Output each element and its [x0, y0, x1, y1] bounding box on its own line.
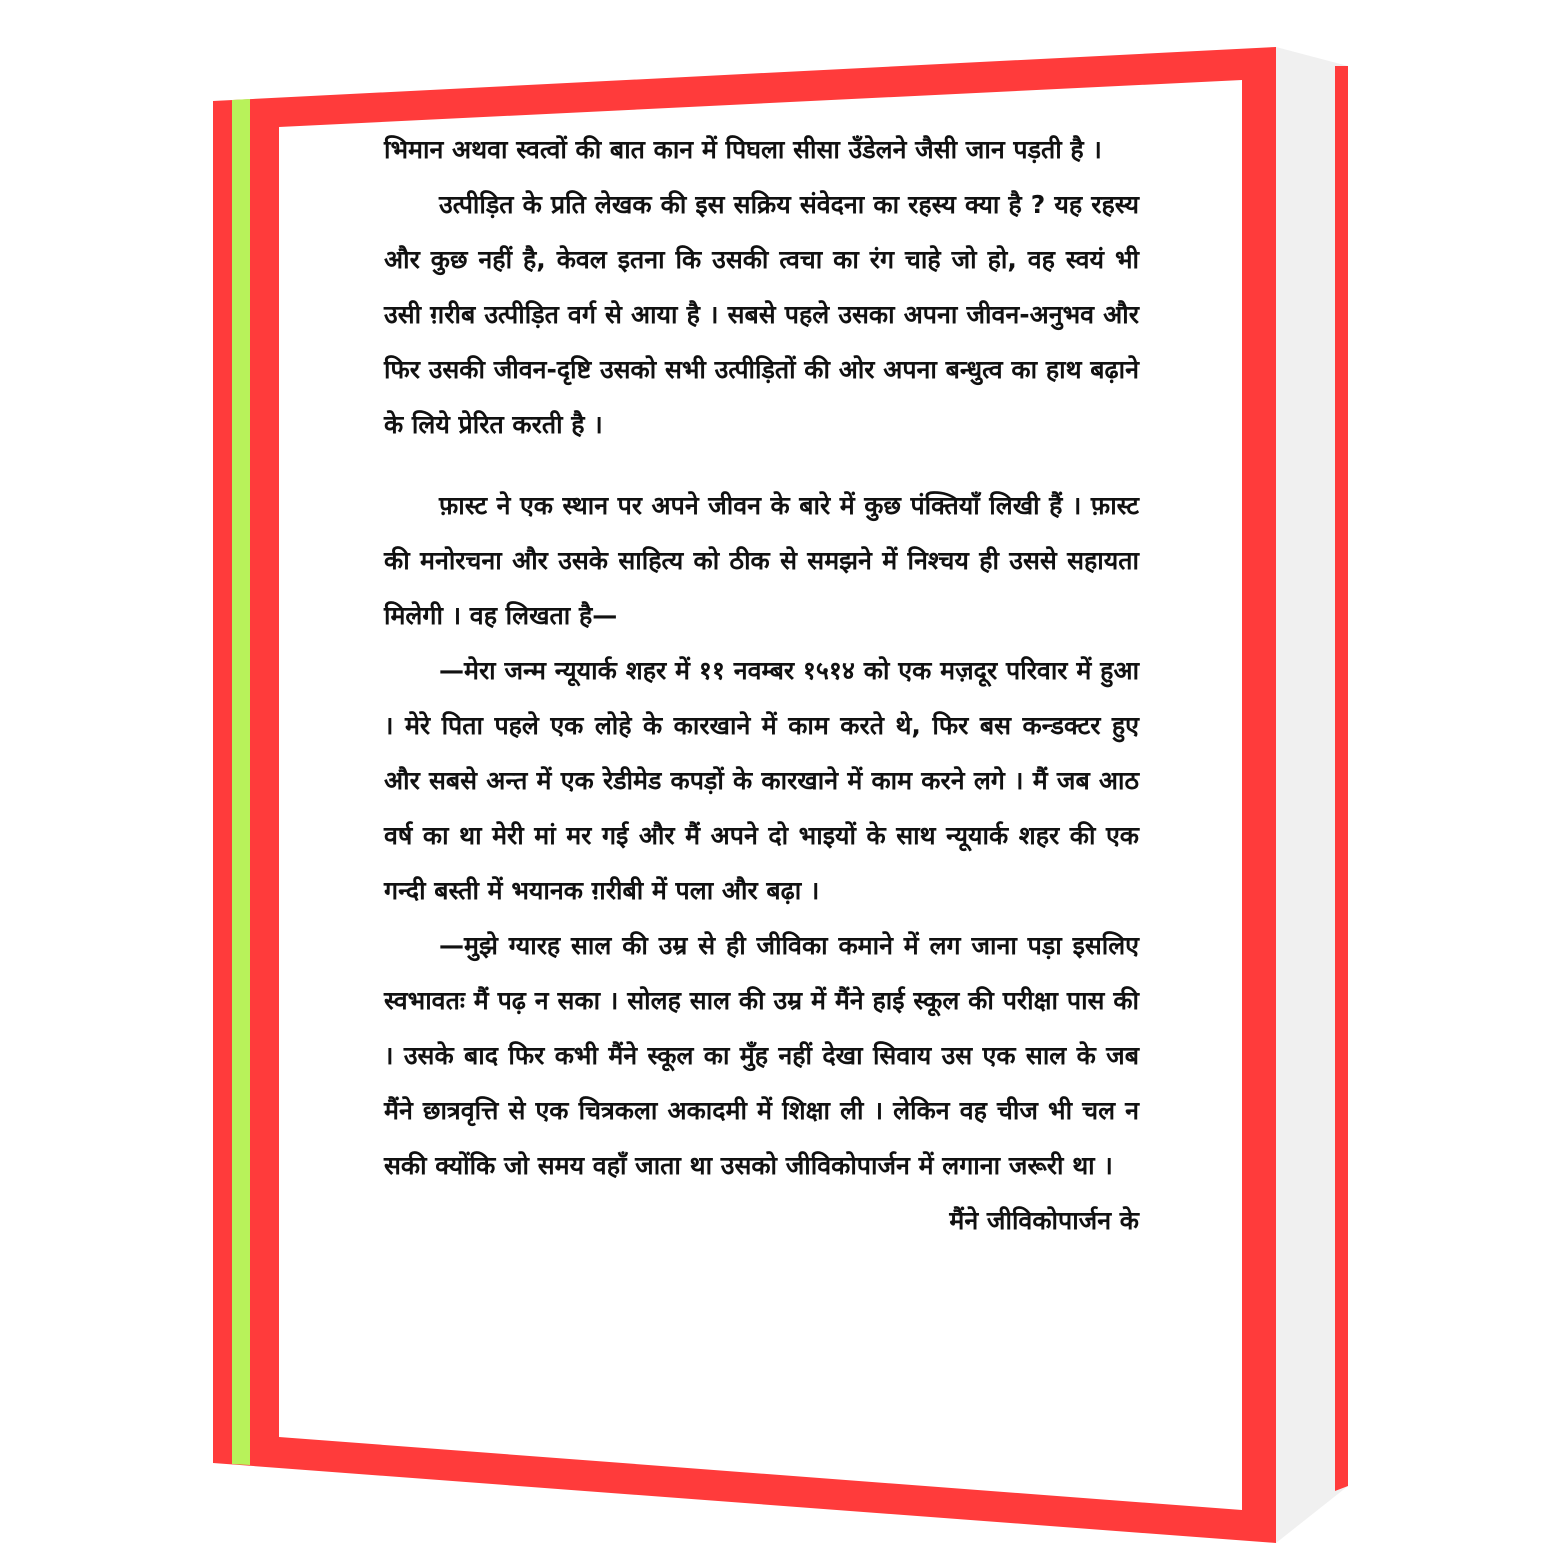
paragraph-2: उत्पीड़ित के प्रति लेखक की इस सक्रिय संवेदना का रहस्य क्या है ? यह रहस्य और कुछ नहीं है, केवल इतना कि उसकी त्वचा का रंग चाहे जो हो, वह स्वयं भी उसी ग़रीब उत्पीड़ित वर्ग से आया है । सबसे पहले उसका अपना जीवन-अनुभव और फिर उसकी जीवन-दृष्टि उसको सभी उत्पीड़ितों की ओर अपना बन्धुत्व का हाथ बढ़ाने के लिये प्रेरित करती है । — [384, 190, 1139, 439]
paragraph-4: —मेरा जन्म न्यूयार्क शहर में ११ नवम्बर १५१४ को एक मज़दूर परिवार में हुआ । मेरे पिता पहले एक लोहे के कारखाने में काम करते थे, फिर बस कन्डक्टर हुए और सबसे अन्त में एक रेडीमेड कपड़ों के कारखाने में काम करने लगे । मैं जब आठ वर्ष का था मेरी मां मर गई और मैं अपने दो भाइयों के साथ न्यूयार्क शहर की एक गन्दी बस्ती में भयानक ग़रीबी में पला और बढ़ा । — [384, 656, 1139, 905]
page-text — [384, 122, 1139, 1482]
paragraph-6-cut: मैंने जीविकोपार्जन के — [949, 1206, 1139, 1235]
paragraph-3: फ़ास्ट ने एक स्थान पर अपने जीवन के बारे में कुछ पंक्तियाँ लिखी हैं । फ़ास्ट की मनोरचना और उसके साहित्य को ठीक से समझने में निश्चय ही उससे सहायता मिलेगी । वह लिखता है— — [384, 491, 1139, 630]
paragraph-5: —मुझे ग्यारह साल की उम्र से ही जीविका कमाने में लग जाना पड़ा इसलिए स्वभावतः मैं पढ़ न सका । सोलह साल की उम्र में मैंने हाई स्कूल की परीक्षा पास की । उसके बाद फिर कभी मैंने स्कूल का मुँह नहीं देखा सिवाय उस एक साल के जब मैंने छात्रवृत्ति से एक चित्रकला अकादमी में शिक्षा ली । लेकिन वह चीज भी चल न सकी क्योंकि जो समय वहाँ जाता था उसको जीविकोपार्जन में लगाना जरूरी था । — [384, 931, 1139, 1180]
paragraph-1: भिमान अथवा स्वत्वों की बात कान में पिघला सीसा उँडेलने जैसी जान पड़ती है । — [384, 135, 1102, 164]
